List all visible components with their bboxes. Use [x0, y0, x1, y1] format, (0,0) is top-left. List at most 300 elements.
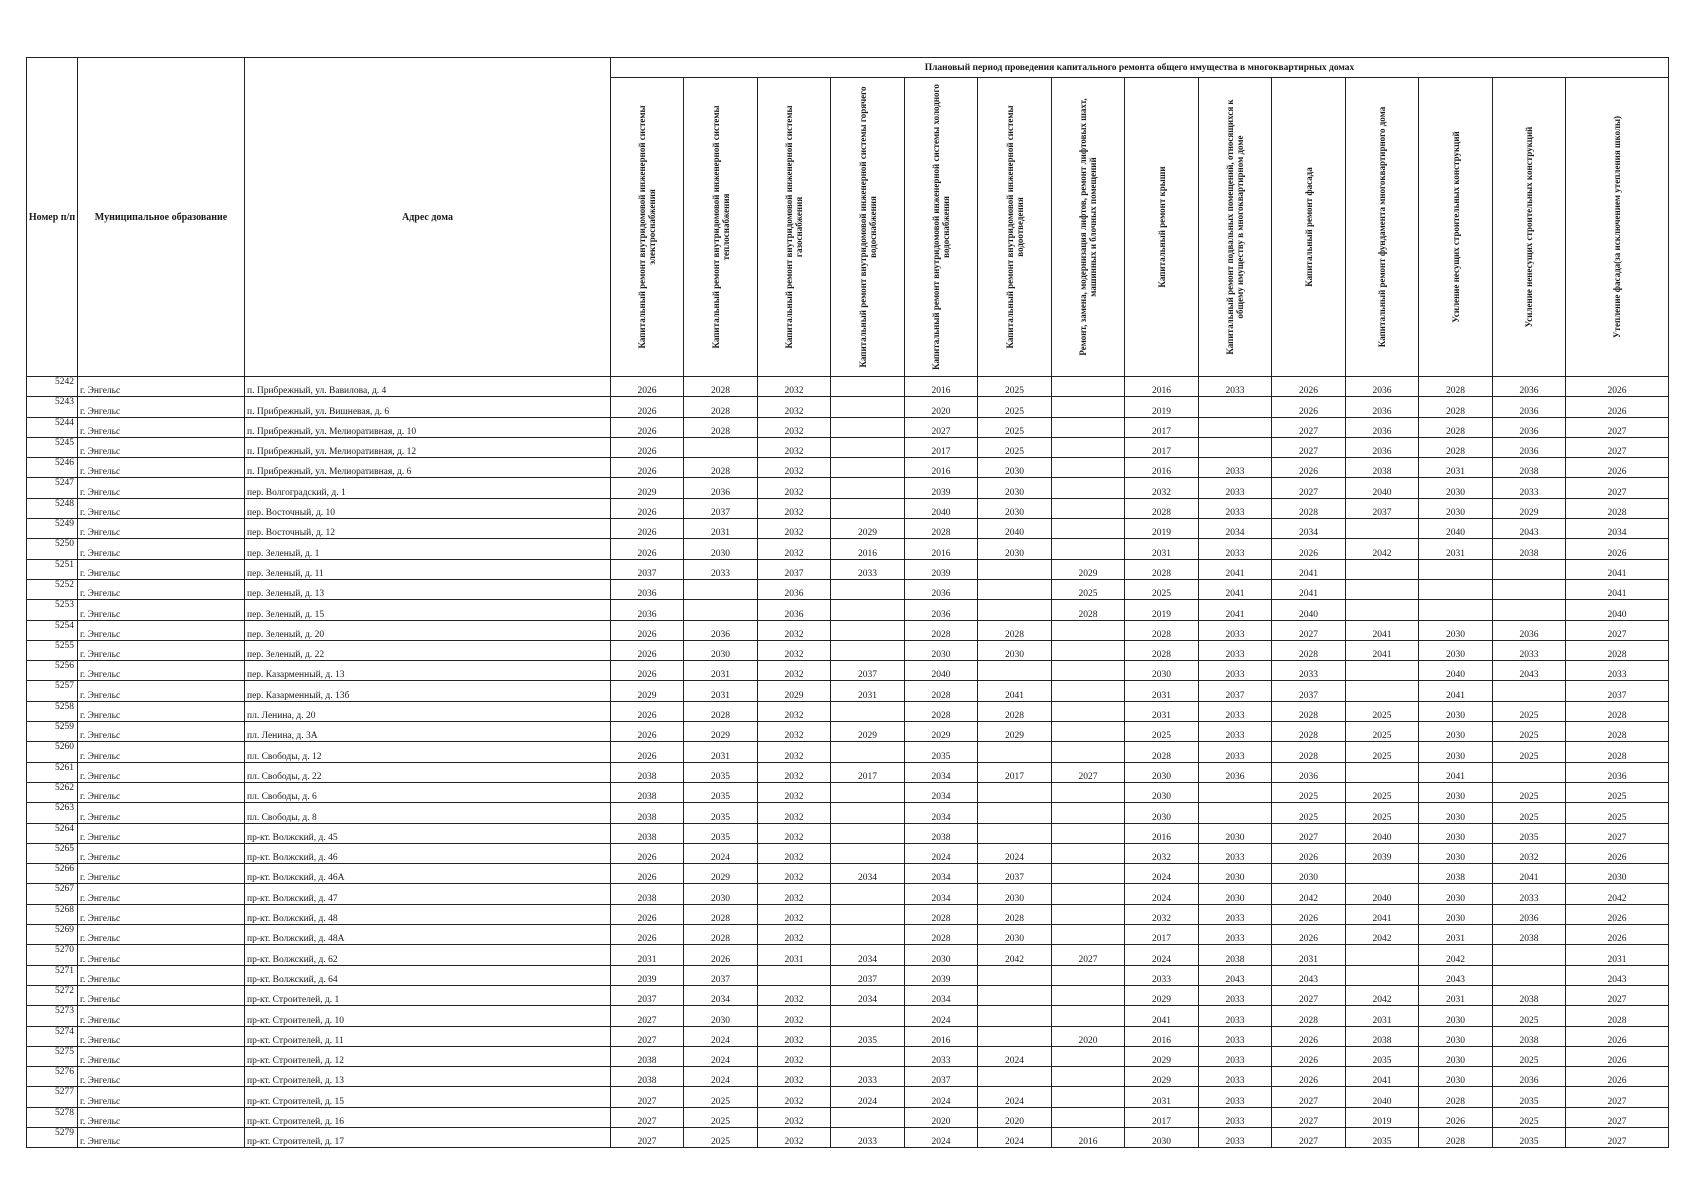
- row-number: 5278: [27, 1107, 78, 1127]
- row-year-cell: [831, 1046, 905, 1066]
- header-municipality: Муниципальное образование: [78, 58, 245, 377]
- row-year-cell: 2038: [1346, 458, 1419, 478]
- row-year-cell: 2026: [611, 417, 684, 437]
- row-year-cell: [831, 904, 905, 924]
- row-year-cell: 2032: [758, 620, 831, 640]
- table-row: [27, 661, 1669, 681]
- table-row: [27, 843, 1669, 863]
- row-year-cell: 2036: [905, 579, 978, 599]
- row-year-cell: 2033: [1493, 640, 1566, 660]
- row-year-cell: 2032: [1493, 843, 1566, 863]
- row-year-cell: 2028: [684, 417, 758, 437]
- row-year-cell: [1052, 437, 1125, 457]
- row-year-cell: 2016: [831, 539, 905, 559]
- row-year-cell: 2028: [684, 904, 758, 924]
- row-year-cell: 2028: [905, 925, 978, 945]
- row-year-cell: 2042: [1566, 884, 1669, 904]
- row-year-cell: 2033: [1199, 701, 1272, 721]
- row-year-cell: 2026: [1566, 539, 1669, 559]
- row-year-cell: [1052, 884, 1125, 904]
- row-year-cell: 2036: [1493, 904, 1566, 924]
- row-year-cell: 2032: [758, 1026, 831, 1046]
- row-number: 5269: [27, 925, 78, 945]
- row-year-cell: 2043: [1566, 965, 1669, 985]
- row-year-cell: 2032: [1125, 478, 1199, 498]
- row-year-cell: 2033: [1199, 377, 1272, 397]
- row-year-cell: 2030: [1419, 843, 1493, 863]
- row-year-cell: 2030: [978, 640, 1052, 660]
- row-year-cell: 2039: [1346, 843, 1419, 863]
- row-year-cell: 2032: [758, 782, 831, 802]
- row-year-cell: 2026: [611, 925, 684, 945]
- capital-repair-table: [26, 57, 1669, 1148]
- row-number: 5267: [27, 884, 78, 904]
- row-year-cell: 2025: [978, 417, 1052, 437]
- row-year-cell: 2033: [1199, 478, 1272, 498]
- row-municipality: г. Энгельс: [78, 377, 245, 397]
- row-year-cell: [978, 600, 1052, 620]
- row-year-cell: 2031: [1125, 701, 1199, 721]
- row-year-cell: 2038: [1419, 864, 1493, 884]
- row-municipality: г. Энгельс: [78, 1087, 245, 1107]
- row-year-cell: 2030: [978, 539, 1052, 559]
- row-year-cell: 2032: [1125, 843, 1199, 863]
- row-address: пл. Свободы, д. 6: [245, 782, 611, 802]
- row-year-cell: 2028: [1419, 397, 1493, 417]
- row-year-cell: 2025: [978, 437, 1052, 457]
- row-year-cell: 2020: [905, 397, 978, 417]
- row-year-cell: 2032: [758, 539, 831, 559]
- row-year-cell: 2042: [1346, 539, 1419, 559]
- row-year-cell: 2019: [1125, 600, 1199, 620]
- row-year-cell: [978, 823, 1052, 843]
- row-year-cell: 2041: [1346, 640, 1419, 660]
- row-year-cell: 2016: [1125, 458, 1199, 478]
- row-year-cell: 2038: [1493, 1026, 1566, 1046]
- row-number: 5258: [27, 701, 78, 721]
- row-year-cell: 2033: [831, 1127, 905, 1147]
- header-work-type: [1566, 78, 1669, 377]
- row-year-cell: [831, 884, 905, 904]
- row-year-cell: 2017: [1125, 417, 1199, 437]
- row-year-cell: 2027: [1272, 478, 1346, 498]
- header-work-type: [1199, 78, 1272, 377]
- row-year-cell: 2031: [611, 945, 684, 965]
- row-address: п. Прибрежный, ул. Вишневая, д. 6: [245, 397, 611, 417]
- row-year-cell: 2038: [611, 762, 684, 782]
- row-year-cell: 2039: [611, 965, 684, 985]
- row-year-cell: [978, 1026, 1052, 1046]
- row-year-cell: 2030: [1419, 478, 1493, 498]
- row-year-cell: 2033: [1199, 539, 1272, 559]
- row-year-cell: 2032: [758, 701, 831, 721]
- row-year-cell: 2034: [831, 864, 905, 884]
- row-year-cell: 2030: [1419, 1046, 1493, 1066]
- header-work-type-label: Усиление несущих строительных конструкций: [1450, 131, 1461, 323]
- header-work-type-label: Капитальный ремонт крыши: [1156, 166, 1167, 288]
- row-year-cell: [831, 437, 905, 457]
- row-year-cell: 2043: [1419, 965, 1493, 985]
- row-address: пл. Ленина, д. 20: [245, 701, 611, 721]
- row-year-cell: 2033: [831, 1067, 905, 1087]
- header-work-type-label: Утепление фасада(за исключением утепления школы): [1612, 115, 1622, 339]
- row-year-cell: 2030: [1419, 884, 1493, 904]
- row-number: 5246: [27, 458, 78, 478]
- row-year-cell: 2033: [1199, 1026, 1272, 1046]
- row-year-cell: 2028: [1419, 377, 1493, 397]
- row-municipality: г. Энгельс: [78, 620, 245, 640]
- row-year-cell: 2030: [684, 1006, 758, 1026]
- row-year-cell: [831, 377, 905, 397]
- table-row: [27, 904, 1669, 924]
- row-year-cell: 2040: [905, 661, 978, 681]
- row-year-cell: 2030: [1419, 1006, 1493, 1026]
- row-year-cell: 2033: [905, 1046, 978, 1066]
- row-year-cell: 2030: [1419, 782, 1493, 802]
- row-year-cell: 2020: [905, 1107, 978, 1127]
- row-year-cell: 2017: [1125, 437, 1199, 457]
- row-year-cell: 2031: [1566, 945, 1669, 965]
- row-year-cell: [1052, 1087, 1125, 1107]
- row-year-cell: [1199, 397, 1272, 417]
- row-year-cell: 2038: [1493, 539, 1566, 559]
- row-year-cell: [1052, 1046, 1125, 1066]
- row-year-cell: 2031: [758, 945, 831, 965]
- row-municipality: г. Энгельс: [78, 498, 245, 518]
- row-number: 5260: [27, 742, 78, 762]
- row-year-cell: 2025: [978, 397, 1052, 417]
- row-address: п. Прибрежный, ул. Мелиоративная, д. 12: [245, 437, 611, 457]
- row-number: 5257: [27, 681, 78, 701]
- row-year-cell: [831, 823, 905, 843]
- row-address: пр-кт. Строителей, д. 17: [245, 1127, 611, 1147]
- row-year-cell: 2041: [1419, 681, 1493, 701]
- row-address: пер. Зеленый, д. 11: [245, 559, 611, 579]
- row-year-cell: 2033: [1199, 458, 1272, 478]
- row-year-cell: 2025: [1346, 701, 1419, 721]
- row-year-cell: [1493, 762, 1566, 782]
- row-year-cell: [1052, 985, 1125, 1005]
- row-year-cell: 2027: [1566, 1087, 1669, 1107]
- row-year-cell: 2037: [1566, 681, 1669, 701]
- row-year-cell: 2041: [1493, 864, 1566, 884]
- row-year-cell: 2030: [1125, 661, 1199, 681]
- row-address: пр-кт. Волжский, д. 64: [245, 965, 611, 985]
- row-year-cell: [1052, 1067, 1125, 1087]
- row-year-cell: 2030: [684, 640, 758, 660]
- row-address: пр-кт. Волжский, д. 46А: [245, 864, 611, 884]
- row-municipality: г. Энгельс: [78, 579, 245, 599]
- row-year-cell: 2031: [1419, 539, 1493, 559]
- row-year-cell: 2025: [1493, 701, 1566, 721]
- row-municipality: г. Энгельс: [78, 722, 245, 742]
- row-year-cell: 2027: [1272, 985, 1346, 1005]
- row-year-cell: 2036: [684, 620, 758, 640]
- row-year-cell: 2019: [1125, 519, 1199, 539]
- row-year-cell: [1199, 437, 1272, 457]
- row-address: пр-кт. Волжский, д. 48А: [245, 925, 611, 945]
- row-year-cell: 2028: [1566, 722, 1669, 742]
- row-municipality: г. Энгельс: [78, 1026, 245, 1046]
- row-year-cell: 2026: [1566, 458, 1669, 478]
- row-year-cell: 2016: [905, 539, 978, 559]
- row-year-cell: 2033: [1199, 1087, 1272, 1107]
- row-year-cell: 2040: [1272, 600, 1346, 620]
- row-year-cell: 2027: [1566, 620, 1669, 640]
- row-year-cell: 2024: [684, 1067, 758, 1087]
- row-year-cell: 2024: [1125, 945, 1199, 965]
- header-work-type-label: Капитальный ремонт внутридомовой инженерной системы теплоснабжения: [710, 105, 731, 349]
- row-year-cell: 2030: [1199, 884, 1272, 904]
- row-number: 5251: [27, 559, 78, 579]
- row-year-cell: 2028: [1272, 722, 1346, 742]
- table-row: [27, 1087, 1669, 1107]
- row-year-cell: 2029: [684, 722, 758, 742]
- row-number: 5252: [27, 579, 78, 599]
- row-year-cell: 2027: [1566, 1107, 1669, 1127]
- row-year-cell: 2024: [1125, 864, 1199, 884]
- row-year-cell: 2032: [758, 1006, 831, 1026]
- row-year-cell: 2028: [1125, 742, 1199, 762]
- row-year-cell: 2028: [1272, 498, 1346, 518]
- header-work-type: [1052, 78, 1125, 377]
- row-year-cell: 2033: [1199, 1006, 1272, 1026]
- row-year-cell: 2024: [905, 1127, 978, 1147]
- row-address: пр-кт. Волжский, д. 62: [245, 945, 611, 965]
- row-year-cell: 2025: [1493, 742, 1566, 762]
- row-year-cell: 2035: [1493, 1127, 1566, 1147]
- row-year-cell: 2036: [1346, 397, 1419, 417]
- row-municipality: г. Энгельс: [78, 397, 245, 417]
- row-address: пер. Волгоградский, д. 1: [245, 478, 611, 498]
- row-year-cell: [1052, 417, 1125, 437]
- row-municipality: г. Энгельс: [78, 1046, 245, 1066]
- row-year-cell: 2026: [611, 397, 684, 417]
- row-year-cell: [831, 458, 905, 478]
- row-year-cell: 2030: [1125, 762, 1199, 782]
- row-year-cell: 2026: [1566, 1026, 1669, 1046]
- row-year-cell: 2025: [684, 1127, 758, 1147]
- row-year-cell: 2027: [1566, 417, 1669, 437]
- table-row: [27, 478, 1669, 498]
- row-address: пер. Восточный, д. 10: [245, 498, 611, 518]
- row-year-cell: 2028: [978, 701, 1052, 721]
- row-year-cell: 2034: [905, 864, 978, 884]
- row-year-cell: [978, 661, 1052, 681]
- row-year-cell: 2034: [684, 985, 758, 1005]
- row-year-cell: 2038: [611, 1067, 684, 1087]
- row-year-cell: [831, 742, 905, 762]
- row-year-cell: 2027: [1566, 985, 1669, 1005]
- row-year-cell: [978, 1067, 1052, 1087]
- table-row: [27, 1067, 1669, 1087]
- row-year-cell: 2032: [758, 1107, 831, 1127]
- table-row: [27, 884, 1669, 904]
- row-address: пер. Зеленый, д. 13: [245, 579, 611, 599]
- table-row: [27, 397, 1669, 417]
- row-year-cell: 2025: [1493, 1046, 1566, 1066]
- row-year-cell: 2032: [758, 742, 831, 762]
- row-year-cell: 2016: [1052, 1127, 1125, 1147]
- row-year-cell: 2034: [1272, 519, 1346, 539]
- row-year-cell: 2036: [1199, 762, 1272, 782]
- row-year-cell: 2026: [611, 620, 684, 640]
- row-year-cell: 2024: [978, 1127, 1052, 1147]
- row-year-cell: [831, 600, 905, 620]
- row-year-cell: 2030: [1125, 782, 1199, 802]
- row-year-cell: [1052, 925, 1125, 945]
- row-year-cell: 2036: [1346, 437, 1419, 457]
- row-year-cell: 2024: [978, 1087, 1052, 1107]
- row-year-cell: [1052, 681, 1125, 701]
- row-year-cell: [1346, 579, 1419, 599]
- row-year-cell: [831, 417, 905, 437]
- row-year-cell: 2041: [1272, 559, 1346, 579]
- row-year-cell: 2041: [1346, 904, 1419, 924]
- row-year-cell: 2030: [1272, 864, 1346, 884]
- row-year-cell: 2032: [758, 884, 831, 904]
- row-year-cell: [831, 701, 905, 721]
- row-year-cell: 2026: [1566, 1067, 1669, 1087]
- header-address: Адрес дома: [245, 58, 611, 377]
- row-year-cell: 2027: [1272, 417, 1346, 437]
- header-work-type-label: Ремонт, замена, модернизация лифтов, ремонт лифтовых шахт, машинных и блочных помещений: [1078, 98, 1098, 356]
- row-year-cell: [831, 1006, 905, 1026]
- row-year-cell: 2033: [1493, 884, 1566, 904]
- row-year-cell: [684, 437, 758, 457]
- row-year-cell: 2040: [1346, 478, 1419, 498]
- row-year-cell: 2028: [1566, 742, 1669, 762]
- row-address: пл. Свободы, д. 8: [245, 803, 611, 823]
- row-year-cell: 2038: [1199, 945, 1272, 965]
- row-year-cell: [1052, 722, 1125, 742]
- row-year-cell: 2033: [1199, 843, 1272, 863]
- row-year-cell: 2030: [978, 925, 1052, 945]
- row-year-cell: 2033: [1199, 661, 1272, 681]
- row-year-cell: 2028: [905, 681, 978, 701]
- row-year-cell: 2031: [1272, 945, 1346, 965]
- row-year-cell: 2026: [1419, 1107, 1493, 1127]
- row-year-cell: [1346, 945, 1419, 965]
- row-year-cell: 2031: [1419, 985, 1493, 1005]
- table-row: [27, 1026, 1669, 1046]
- row-year-cell: 2030: [978, 478, 1052, 498]
- header-work-type: [978, 78, 1052, 377]
- header-work-type: [831, 78, 905, 377]
- table-row: [27, 640, 1669, 660]
- row-year-cell: 2028: [905, 904, 978, 924]
- row-year-cell: [1052, 478, 1125, 498]
- row-year-cell: 2020: [1052, 1026, 1125, 1046]
- row-year-cell: 2025: [1272, 782, 1346, 802]
- row-year-cell: 2025: [1493, 803, 1566, 823]
- row-year-cell: [978, 965, 1052, 985]
- row-year-cell: 2032: [758, 1127, 831, 1147]
- row-year-cell: 2028: [1419, 437, 1493, 457]
- row-year-cell: 2017: [978, 762, 1052, 782]
- table-row: [27, 985, 1669, 1005]
- header-work-type: [1125, 78, 1199, 377]
- row-year-cell: 2033: [684, 559, 758, 579]
- row-year-cell: 2039: [905, 478, 978, 498]
- row-year-cell: 2026: [611, 498, 684, 518]
- row-year-cell: 2027: [1566, 437, 1669, 457]
- row-year-cell: 2029: [1052, 559, 1125, 579]
- row-number: 5243: [27, 397, 78, 417]
- row-year-cell: [831, 640, 905, 660]
- row-year-cell: 2035: [905, 742, 978, 762]
- row-year-cell: 2028: [905, 519, 978, 539]
- table-row: [27, 458, 1669, 478]
- row-year-cell: 2032: [758, 478, 831, 498]
- row-year-cell: 2025: [1272, 803, 1346, 823]
- row-year-cell: [1052, 701, 1125, 721]
- row-year-cell: 2040: [1419, 661, 1493, 681]
- row-address: пер. Зеленый, д. 15: [245, 600, 611, 620]
- row-year-cell: 2036: [1493, 417, 1566, 437]
- header-work-type: [1346, 78, 1419, 377]
- row-year-cell: 2037: [1199, 681, 1272, 701]
- row-year-cell: 2026: [611, 640, 684, 660]
- row-year-cell: [1419, 600, 1493, 620]
- header-planned-period: Плановый период проведения капитального ремонта общего имущества в многоквартирных домах: [611, 58, 1669, 78]
- row-year-cell: [1052, 519, 1125, 539]
- row-municipality: г. Энгельс: [78, 1006, 245, 1026]
- row-year-cell: 2030: [1419, 498, 1493, 518]
- row-year-cell: 2026: [1272, 1046, 1346, 1066]
- row-year-cell: 2025: [1493, 1006, 1566, 1026]
- row-year-cell: 2033: [1199, 1127, 1272, 1147]
- row-address: пл. Свободы, д. 22: [245, 762, 611, 782]
- row-municipality: г. Энгельс: [78, 600, 245, 620]
- row-year-cell: 2024: [978, 843, 1052, 863]
- row-year-cell: 2028: [905, 701, 978, 721]
- row-municipality: г. Энгельс: [78, 803, 245, 823]
- row-year-cell: [978, 803, 1052, 823]
- table-row: [27, 701, 1669, 721]
- row-year-cell: 2030: [1419, 1026, 1493, 1046]
- row-number: 5276: [27, 1067, 78, 1087]
- row-year-cell: 2037: [978, 864, 1052, 884]
- row-year-cell: 2042: [1346, 985, 1419, 1005]
- row-number: 5256: [27, 661, 78, 681]
- table-row: [27, 681, 1669, 701]
- row-year-cell: 2027: [1272, 1107, 1346, 1127]
- row-year-cell: 2043: [1493, 519, 1566, 539]
- row-year-cell: 2017: [831, 762, 905, 782]
- header-work-type: [684, 78, 758, 377]
- row-year-cell: [831, 620, 905, 640]
- row-year-cell: 2028: [1125, 559, 1199, 579]
- header-work-type-label: Капитальный ремонт внутридомовой инженерной системы газоснабжения: [784, 105, 804, 349]
- row-year-cell: 2030: [905, 945, 978, 965]
- row-year-cell: [1052, 498, 1125, 518]
- row-year-cell: 2020: [978, 1107, 1052, 1127]
- row-number: 5242: [27, 377, 78, 397]
- row-municipality: г. Энгельс: [78, 965, 245, 985]
- row-year-cell: 2026: [1272, 925, 1346, 945]
- row-year-cell: 2017: [1125, 925, 1199, 945]
- row-year-cell: [1052, 803, 1125, 823]
- row-year-cell: 2026: [611, 377, 684, 397]
- row-year-cell: 2032: [758, 640, 831, 660]
- row-year-cell: 2028: [1566, 1006, 1669, 1026]
- row-year-cell: 2033: [1199, 1067, 1272, 1087]
- row-municipality: г. Энгельс: [78, 417, 245, 437]
- row-year-cell: 2030: [1419, 701, 1493, 721]
- row-year-cell: 2032: [758, 1067, 831, 1087]
- row-address: пл. Свободы, д. 12: [245, 742, 611, 762]
